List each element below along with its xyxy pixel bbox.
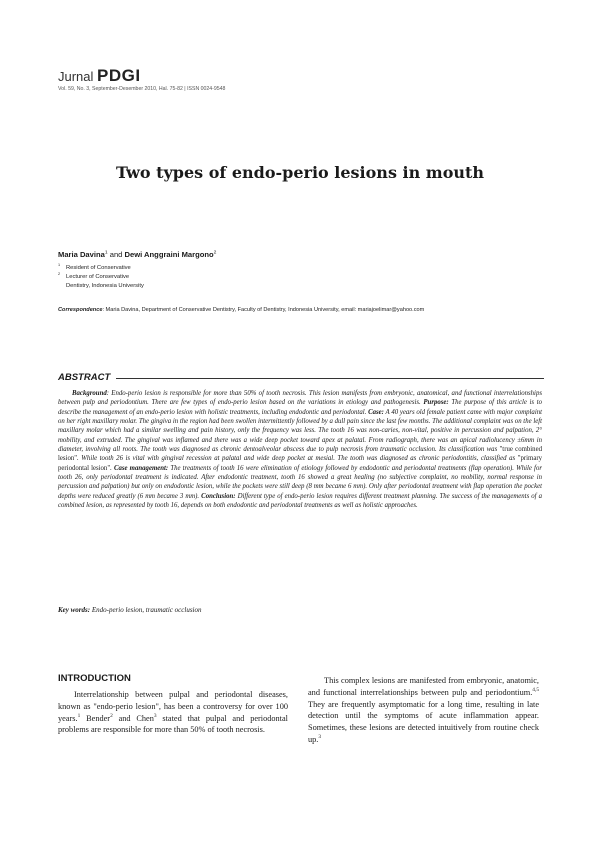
abstract-body (58, 389, 542, 510)
correspondence-text: : Maria Davina, Department of Conservative Dentistry, Faculty of Dentistry, Indonesia University, email: mariajoelimar@yahoo.com (102, 307, 425, 313)
affiliations (58, 264, 144, 290)
author-2: Dewi Anggraini Margono (124, 250, 214, 259)
journal-prefix: Jurnal (58, 69, 94, 84)
citation: 1 (77, 712, 81, 719)
correspondence-label: Correspondence (58, 307, 103, 313)
classification-quote-2: "primary periodontal lesion" (58, 455, 542, 472)
intro-text: stated that pulpal and periodontal problems are responsible for more than 50% of tooth necrosis. (58, 713, 288, 735)
author-line (58, 250, 216, 259)
affiliation-3 (58, 282, 144, 291)
management-text: The treatments of tooth 16 were elimination of etiology followed by endodontic and periodontal treatments (flap operation). While for tooth 26, only periodontal treatment is indicated. After endodontic treatment, tooth 16 showed a great healing (no subjective complaint, no mobility, normal response in percussion and palpation) but only on endodontic lesion, while the pockets were still deep (8 mm became 6 mm). Only after periodontal treatment with flap operation the pocket depths were reduced greatly (6 mm became 3 mm). (58, 464, 542, 500)
affiliation-text: Resident of Conservative (66, 265, 131, 271)
intro-column-2 (308, 675, 539, 746)
conclusion-label: Conclusion: (201, 492, 236, 500)
introduction-heading: INTRODUCTION (58, 673, 131, 684)
intro-text: This complex lesions are manifested from embryonic, anatomic, and functional interrelationships between pulp and periodontium. (308, 676, 539, 697)
affiliation-text: Lecturer of Conservative (66, 273, 130, 280)
intro-text: They are frequently asymptomatic for a long time, resulting in late detection until the symptoms of acute inflammation appear. Sometimes, these lesions are detected intuitively from routine check up. (308, 699, 539, 744)
intro-column-1 (58, 689, 288, 736)
issue-meta: Vol. 59, No. 3, September-Desember 2010, Hal. 75-82 | ISSN 0024-9548 (58, 86, 226, 92)
citation: 4,5 (532, 687, 539, 694)
management-label: Case management: (113, 464, 169, 472)
intro-text: Bender (80, 713, 111, 723)
journal-header (58, 66, 141, 86)
abstract-rule (116, 378, 544, 379)
affiliation-text: Dentistry, Indonesia University (66, 282, 144, 289)
case-text-3: . (110, 464, 114, 472)
article-title: Two types of endo-perio lesions in mouth (115, 163, 485, 182)
purpose-text: The purpose of this article is to describe the management of an endo-perio lesion with holistic treatments, including endodontic and periodontal. (58, 399, 542, 416)
correspondence (58, 307, 424, 313)
affiliation-2: $^2$ Lecturer of Conservative (58, 271, 130, 280)
author-1: Maria Davina (58, 250, 105, 259)
affiliation-1: $^1$ Resident of Conservative (58, 263, 131, 271)
citation: 3 (153, 712, 157, 719)
background-text: : Endo-perio lesion is responsible for more than 50% of tooth necrosis. This lesion manifests from embryonic, anatomical, and functional interrelationships between pulp and periodontium. There are few types of endo-perio lesion based on the variations in etiology and pathogenesis. (58, 390, 542, 407)
intro-text: Interrelationship between pulpal and periodontal diseases, known as "endo-perio lesion", has been a controversy for over 100 years. (58, 690, 288, 723)
purpose-label: Purpose: (423, 399, 449, 407)
keywords (58, 606, 202, 614)
keywords-text: Endo-perio lesion, traumatic occlusion (90, 606, 202, 614)
background-label: Background (72, 390, 107, 397)
classification-quote-1: "true combined lesion" (58, 446, 542, 463)
citation: 3 (318, 734, 322, 741)
journal-brand: PDGI (97, 66, 141, 85)
author-1-sup: 1 (104, 250, 108, 256)
author-joiner: and (107, 250, 125, 259)
conclusion-text: Different type of endo-perio lesion requires different treatment planning. The success of the managements of a combined lesion, as represented by tooth 16, depends on both endodontic and periodontal treatments as well as holistic approaches. (58, 492, 542, 510)
keywords-label: Key words: (58, 606, 91, 614)
intro-text: and Chen (112, 713, 154, 723)
author-2-sup: 2 (213, 250, 217, 256)
case-label: Case: (368, 408, 384, 416)
abstract-heading: ABSTRACT (58, 372, 111, 383)
case-text-2: . While tooth 26 is vital with gingival recession at palatal and wide deep pocket at mesial. The tooth was diagnosed as chronic periodontitis, classified as (77, 455, 518, 463)
case-text: A 40 years old female patient came with major complaint on her right maxillary molar. The gingiva in the region had been swollen intermittently followed by a dull pain since the last few months. The additional complaint was on the left maxillary molar which had a similar swelling and pain history, only the frequency was less. The tooth 16 was non-caries, non-vital, positive in percussion and palpation, 2° mobility, and extruded. The gingival was inflamed and there was a wide deep pocket toward apex at palatal. From radiograph, there was an apical radiolucency ±6mm in diameter, involving all roots. The tooth was diagnosed as chronic dentoalveolar abscess due to pulp necrosis from traumatic occlusion. Its classification was (58, 408, 542, 454)
citation: 2 (110, 712, 113, 719)
